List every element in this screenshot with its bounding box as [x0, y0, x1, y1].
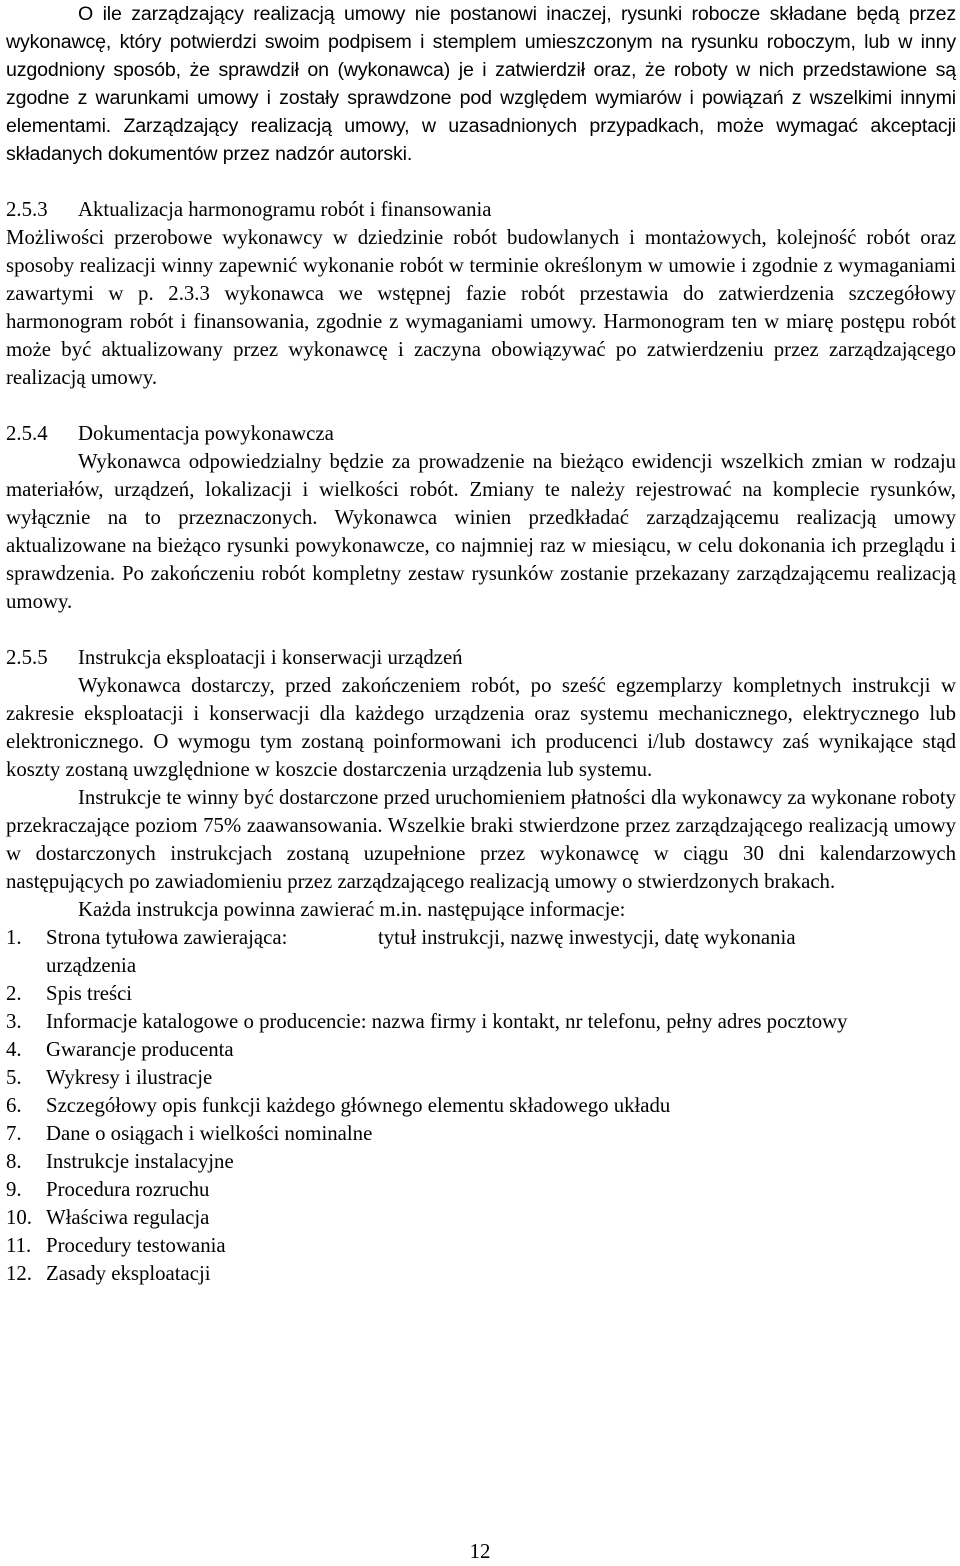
- list-item: [6, 1092, 956, 1120]
- list-item: [6, 1008, 956, 1036]
- section-body-2-5-3: Możliwości przerobowe wykonawcy w dziedzinie robót budowlanych i montażowych, kolejność robót oraz sposoby realizacji winny zapewnić wykonanie robót w terminie określonym w umowie i zgodnie z wymaganiami zawartymi w p. 2.3.3 wykonawca we wstępnej fazie robót przestawia do zatwierdzenia szczegółowy harmonogram robót i finansowania, zgodnie z wymaganiami umowy. Harmonogram ten w miarę postępu robót może być aktualizowany przez wykonawcę i zaczyna obowiązywać po zatwierdzeniu przez zarządzającego realizacją umowy.: [6, 226, 956, 389]
- list-item-text: Wykresy i ilustracje: [46, 1066, 213, 1089]
- list-item-number: 2.: [6, 982, 22, 1005]
- list-item-number: 8.: [6, 1150, 22, 1173]
- list-item-text: Procedura rozruchu: [46, 1178, 210, 1201]
- section-body-2-5-5-c: Każda instrukcja powinna zawierać m.in. następujące informacje:: [78, 898, 626, 921]
- list-item-text: Właściwa regulacja: [46, 1206, 210, 1229]
- section-number: 2.5.4: [6, 422, 48, 445]
- instruction-contents-list: [6, 924, 956, 1288]
- list-item-number: 12.: [6, 1262, 32, 1285]
- section-title: Aktualizacja harmonogramu robót i finansowania: [78, 198, 492, 221]
- intro-text-cont: Zarządzający realizacją umowy, w uzasadnionych przypadkach, może wymagać akceptacji składanych dokumentów przez nadzór autorski.: [6, 115, 956, 165]
- list-item: [6, 924, 956, 980]
- list-item-text: [46, 924, 956, 980]
- list-item-number: 6.: [6, 1094, 22, 1117]
- list-item-number: 10.: [6, 1206, 32, 1229]
- list-item-number: 1.: [6, 926, 22, 949]
- list-item: [6, 1260, 956, 1288]
- list-item-text: Spis treści: [46, 982, 133, 1005]
- spacer: [6, 392, 956, 420]
- section-heading-2-5-5: [6, 644, 956, 672]
- list-item: [6, 1232, 956, 1260]
- list-item-text: Procedury testowania: [46, 1234, 226, 1257]
- page-number: 12: [469, 1540, 491, 1563]
- list-item: [6, 980, 956, 1008]
- section-body-2-5-4: Wykonawca odpowiedzialny będzie za prowadzenie na bieżąco ewidencji wszelkich zmian w rodzaju materiałów, urządzeń, lokalizacji i wielkości robót. Zmiany te należy rejestrować na komplecie rysunków, wyłącznie na to przeznaczonych. Wykonawca winien przedkładać zarządzającemu realizacją umowy aktualizowane na bieżąco rysunki powykonawcze, co najmniej raz w miesiącu, w celu dokonania ich przeglądu i sprawdzenia. Po zakończeniu robót kompletny zestaw rysunków zostanie przekazany zarządzającemu realizacją umowy.: [6, 450, 956, 613]
- list-item: [6, 1204, 956, 1232]
- section-body-2-5-5-b: Instrukcje te winny być dostarczone przed uruchomieniem płatności dla wykonawcy za wykonane roboty przekraczające poziom 75% zaawansowania. Wszelkie braki stwierdzone przez zarządzającego realizacją umowy w dostarczonych instrukcjach zostaną uzupełnione przez wykonawcę w ciągu 30 dni kalendarzowych następujących po zawiadomieniu przez zarządzającego realizacją umowy o stwierdzonych brakach.: [6, 786, 956, 893]
- list-item-number: 7.: [6, 1122, 22, 1145]
- list-item-text: Dane o osiągach i wielkości nominalne: [46, 1122, 373, 1145]
- list-item-text: Zasady eksploatacji: [46, 1262, 211, 1285]
- list-item-text: Gwarancje producenta: [46, 1038, 234, 1061]
- list-item-number: 4.: [6, 1038, 22, 1061]
- section-title: Dokumentacja powykonawcza: [78, 422, 334, 445]
- list-item-number: 11.: [6, 1234, 32, 1257]
- list-item: [6, 1148, 956, 1176]
- list-item: [6, 1036, 956, 1064]
- document-page: [6, 0, 956, 1288]
- intro-text: O ile zarządzający realizacją umowy nie postanowi inaczej, rysunki robocze składane będą przez wykonawcę, który potwierdzi swoim podpisem i stemplem umieszczonym na rysunku roboczym, lub w inny uzgodniony sposób, że sprawdził on (wykonawca) je i zatwierdził oraz, że roboty w nich przedstawione są zgodne z warunkami umowy i zostały sprawdzone pod względem wymiarów i powiązań z wszelkimi innymi elementami.: [6, 3, 956, 137]
- list-item: [6, 1064, 956, 1092]
- section-number: 2.5.3: [6, 198, 48, 221]
- list-item-text: Informacje katalogowe o producencie: nazwa firmy i kontakt, nr telefonu, pełny adres pocztowy: [46, 1010, 848, 1033]
- list-item-text: Szczegółowy opis funkcji każdego głównego elementu składowego układu: [46, 1094, 671, 1117]
- list-item-text: Instrukcje instalacyjne: [46, 1150, 234, 1173]
- section-number: 2.5.5: [6, 646, 48, 669]
- list-item-label: Strona tytułowa zawierająca:: [46, 926, 288, 949]
- list-item-rest: tytuł instrukcji, nazwę inwestycji, datę wykonania urządzenia: [46, 926, 796, 977]
- section-title: Instrukcja eksploatacji i konserwacji urządzeń: [78, 646, 463, 669]
- list-item-number: 5.: [6, 1066, 22, 1089]
- spacer: [6, 616, 956, 644]
- list-item: [6, 1176, 956, 1204]
- section-heading-2-5-4: [6, 420, 956, 448]
- intro-paragraph: [6, 0, 956, 168]
- section-body-2-5-5: Wykonawca dostarczy, przed zakończeniem robót, po sześć egzemplarzy kompletnych instrukcji w zakresie eksploatacji i konserwacji dla każdego urządzenia oraz systemu mechanicznego, elektrycznego lub elektronicznego. O wymogu tym zostaną poinformowani ich producenci i/lub dostawcy zaś wynikające stąd koszty zostaną uwzględnione w koszcie dostarczenia urządzenia lub systemu.: [6, 674, 956, 781]
- spacer: [6, 168, 956, 196]
- list-item-number: 9.: [6, 1178, 22, 1201]
- list-item: [6, 1120, 956, 1148]
- list-item-number: 3.: [6, 1010, 22, 1033]
- section-heading-2-5-3: [6, 196, 956, 224]
